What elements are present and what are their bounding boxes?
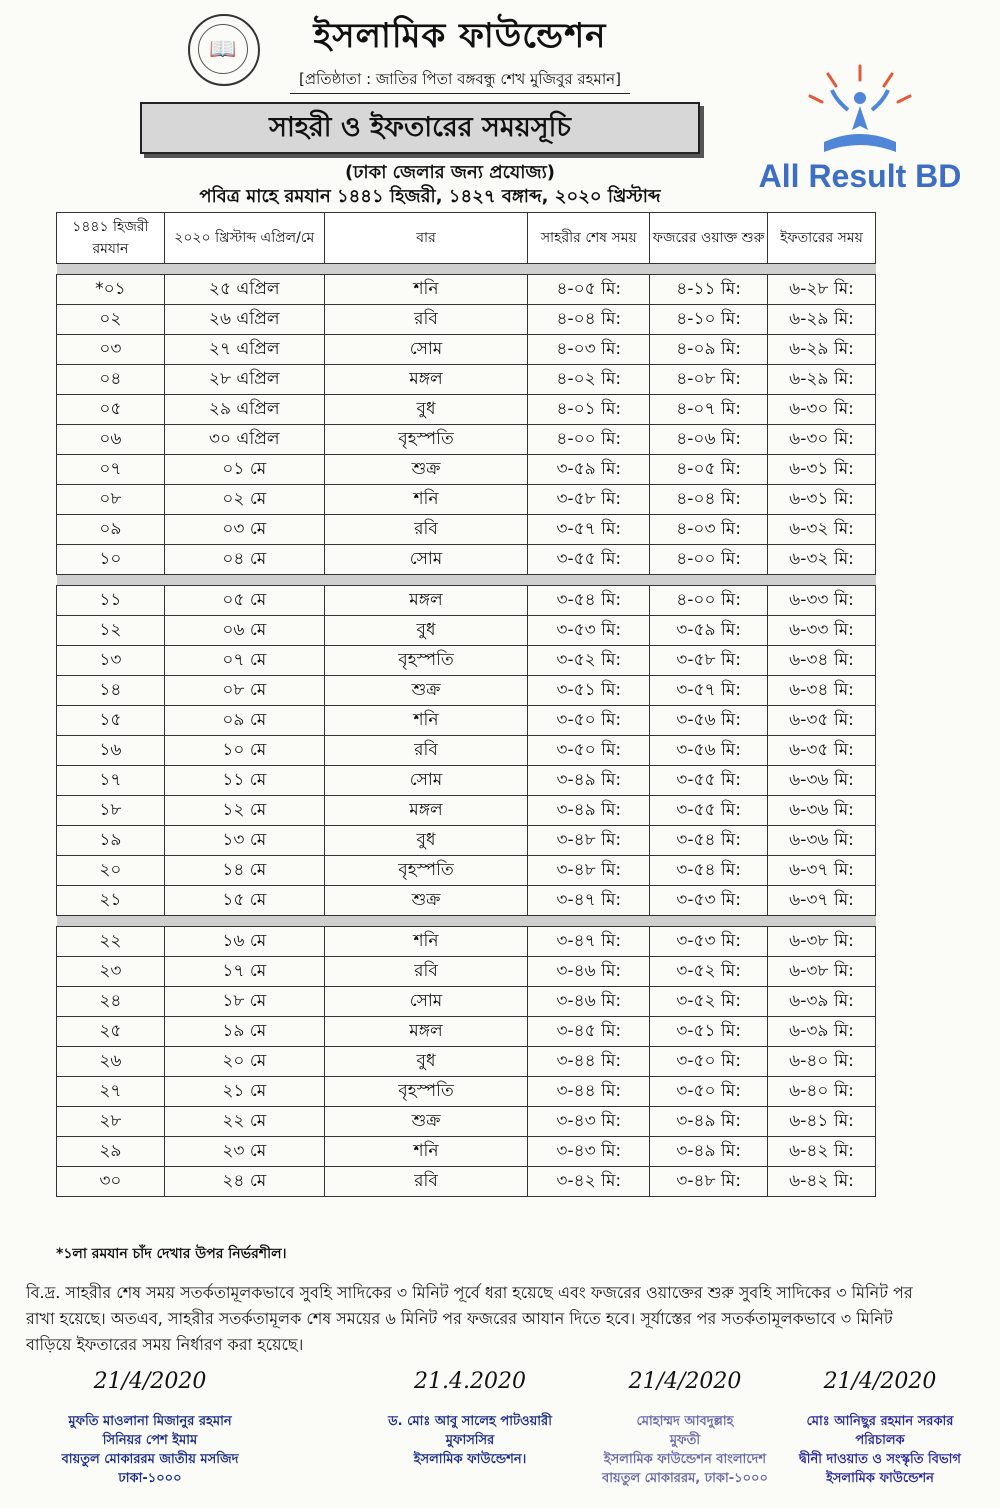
table-cell: ৩-৫১ মি: <box>528 676 650 706</box>
table-cell: ৪-০৭ মি: <box>650 395 768 425</box>
table-cell: ৬-৩৬ মি: <box>768 766 876 796</box>
table-cell: ৬-৩১ মি: <box>768 485 876 515</box>
table-cell: ০৮ মে <box>164 676 324 706</box>
table-cell: বুধ <box>324 616 528 646</box>
table-cell: ৩০ এপ্রিল <box>164 425 324 455</box>
signature-block-4 <box>770 1369 990 1488</box>
table-cell: ০২ <box>57 305 165 335</box>
table-cell: ৪-০০ মি: <box>528 425 650 455</box>
table-cell: ৩-৫৩ মি: <box>650 886 768 916</box>
table-cell: ৪-০৯ মি: <box>650 335 768 365</box>
signature-block-1 <box>40 1369 260 1488</box>
table-cell: ১৬ <box>57 736 165 766</box>
org-name: ইসলামিক ফাউন্ডেশন <box>313 16 607 56</box>
signatory-addr-4: ইসলামিক ফাউন্ডেশন <box>826 1471 934 1486</box>
table-cell: ৩-৫৯ মি: <box>528 455 650 485</box>
table-cell: ৬-৩২ মি: <box>768 515 876 545</box>
table-cell: মঙ্গল <box>324 365 528 395</box>
table-cell: ৪-০১ মি: <box>528 395 650 425</box>
table-cell: ২৯ <box>57 1137 165 1167</box>
table-row <box>57 957 876 987</box>
table-cell: শনি <box>324 927 528 957</box>
table-row <box>57 545 876 575</box>
table-cell: ৬-৩৬ মি: <box>768 826 876 856</box>
column-header: ফজরের ওয়াক্ত শুরু <box>650 213 768 264</box>
table-cell: ৬-৩০ মি: <box>768 425 876 455</box>
table-cell: ০৭ মে <box>164 646 324 676</box>
table-cell: ৩-৪২ মি: <box>528 1167 650 1197</box>
table-cell: ৪-১১ মি: <box>650 275 768 305</box>
signatory-name-4: মোঃ আনিছুর রহমান সরকার <box>806 1414 954 1429</box>
signature-3: 21/4/2020 <box>628 1369 742 1394</box>
table-cell: ৪-০৪ মি: <box>650 485 768 515</box>
table-cell: ৩-৫৮ মি: <box>650 646 768 676</box>
table-cell: ৬-৩৮ মি: <box>768 957 876 987</box>
table-cell: ২১ মে <box>164 1077 324 1107</box>
signatory-org-3: ইসলামিক ফাউন্ডেশন বাংলাদেশ <box>603 1452 767 1467</box>
table-cell: শনি <box>324 706 528 736</box>
table-cell: ৪-০২ মি: <box>528 365 650 395</box>
column-header: সাহরীর শেষ সময় <box>528 213 650 264</box>
founder-line: [প্রতিষ্ঠাতা : জাতির পিতা বঙ্গবন্ধু শেখ মুজিবুর রহমান] <box>290 68 630 94</box>
table-row <box>57 886 876 916</box>
table-cell: ০৪ <box>57 365 165 395</box>
table-cell: ৩-৫৬ মি: <box>650 736 768 766</box>
schedule-table <box>56 212 876 1197</box>
table-cell: ৩-৫১ মি: <box>650 1017 768 1047</box>
table-cell: ৬-৪২ মি: <box>768 1137 876 1167</box>
book-icon: 📖 <box>198 24 248 74</box>
table-cell: ২২ <box>57 927 165 957</box>
table-cell: ৪-০৮ মি: <box>650 365 768 395</box>
table-cell: শুক্র <box>324 676 528 706</box>
table-row <box>57 425 876 455</box>
table-cell: ২৪ মে <box>164 1167 324 1197</box>
table-cell: ১৫ <box>57 706 165 736</box>
table-cell: ৩-৫০ মি: <box>650 1077 768 1107</box>
table-cell: শুক্র <box>324 455 528 485</box>
table-cell: ৩-৫০ মি: <box>528 706 650 736</box>
table-cell: ৬-৩১ মি: <box>768 455 876 485</box>
table-row <box>57 1047 876 1077</box>
table-cell: ৩-৪৬ মি: <box>528 987 650 1017</box>
table-cell: সোম <box>324 335 528 365</box>
table-cell: ০৬ মে <box>164 616 324 646</box>
column-header: ইফতারের সময় <box>768 213 876 264</box>
table-cell: ১৮ মে <box>164 987 324 1017</box>
table-row <box>57 796 876 826</box>
table-header-row <box>57 213 876 264</box>
table-row <box>57 586 876 616</box>
table-cell: ৪-০০ মি: <box>650 545 768 575</box>
table-cell: ৬-৩৩ মি: <box>768 586 876 616</box>
table-cell: ১৩ মে <box>164 826 324 856</box>
signatory-org-2: ইসলামিক ফাউন্ডেশন। <box>413 1452 527 1467</box>
signature-2: 21.4.2020 <box>414 1369 526 1394</box>
signature-block-2 <box>360 1369 580 1469</box>
watermark-text: All Result BD <box>758 158 962 194</box>
signatory-name-1: মুফতি মাওলানা মিজানুর রহমান <box>68 1414 232 1429</box>
table-cell: ২৬ <box>57 1047 165 1077</box>
table-cell: ১৫ মে <box>164 886 324 916</box>
table-row <box>57 987 876 1017</box>
table-row <box>57 736 876 766</box>
table-cell: ১০ মে <box>164 736 324 766</box>
section-divider <box>57 916 876 927</box>
signature-block-3 <box>590 1369 780 1488</box>
foundation-logo <box>188 14 260 86</box>
column-header: বার <box>324 213 528 264</box>
table-cell: শুক্র <box>324 886 528 916</box>
table-cell: ৩-৫৯ মি: <box>650 616 768 646</box>
table-row <box>57 1017 876 1047</box>
table-cell: বুধ <box>324 395 528 425</box>
table-cell: ০৫ <box>57 395 165 425</box>
table-cell: ০৪ মে <box>164 545 324 575</box>
table-cell: ১৩ <box>57 646 165 676</box>
table-cell: ৬-২৯ মি: <box>768 305 876 335</box>
table-cell: ৪-১০ মি: <box>650 305 768 335</box>
table-cell: ৪-০৪ মি: <box>528 305 650 335</box>
table-cell: ১২ <box>57 616 165 646</box>
table-cell: ৩-৫৫ মি: <box>650 766 768 796</box>
table-row <box>57 305 876 335</box>
table-cell: ০৩ মে <box>164 515 324 545</box>
table-row <box>57 1137 876 1167</box>
table-cell: ৩০ <box>57 1167 165 1197</box>
table-row <box>57 1077 876 1107</box>
watermark-logo <box>740 60 980 200</box>
table-cell: ৪-০৫ মি: <box>650 455 768 485</box>
table-cell: ৩-৪৮ মি: <box>528 826 650 856</box>
table-cell: বৃহস্পতি <box>324 425 528 455</box>
table-cell: ৬-৩৭ মি: <box>768 886 876 916</box>
table-body <box>57 264 876 1197</box>
section-divider <box>57 575 876 586</box>
table-row <box>57 927 876 957</box>
table-cell: ৬-৩৬ মি: <box>768 796 876 826</box>
table-cell: ০৯ মে <box>164 706 324 736</box>
signatory-name-3: মোহাম্মদ আবদুল্লাহ <box>636 1414 734 1429</box>
table-row <box>57 335 876 365</box>
table-cell: ৩-৫৮ মি: <box>528 485 650 515</box>
table-cell: রবি <box>324 736 528 766</box>
table-cell: সোম <box>324 987 528 1017</box>
table-cell: ২০ মে <box>164 1047 324 1077</box>
table-cell: ২৩ <box>57 957 165 987</box>
table-cell: ৩-৪৯ মি: <box>650 1107 768 1137</box>
table-row <box>57 676 876 706</box>
signatory-title-4: পরিচালক <box>855 1433 905 1448</box>
footnote: *১লা রমযান চাঁদ দেখার উপর নির্ভরশীল। <box>56 1246 287 1262</box>
table-cell: ১৯ মে <box>164 1017 324 1047</box>
table-cell: ২৪ <box>57 987 165 1017</box>
table-cell: ৬-৪১ মি: <box>768 1107 876 1137</box>
table-row <box>57 616 876 646</box>
table-cell: শনি <box>324 275 528 305</box>
table-cell: ৪-০০ মি: <box>650 586 768 616</box>
table-cell: ২৫ <box>57 1017 165 1047</box>
table-cell: বুধ <box>324 826 528 856</box>
table-cell: ০৫ মে <box>164 586 324 616</box>
table-row <box>57 485 876 515</box>
signatory-addr-3: বায়তুল মোকাররম, ঢাকা-১০০০ <box>602 1471 768 1486</box>
table-row <box>57 1107 876 1137</box>
table-row <box>57 826 876 856</box>
table-row <box>57 515 876 545</box>
signatory-name-2: ড. মোঃ আবু সালেহ পাটওয়ারী <box>388 1414 552 1429</box>
table-cell: ৬-৩৫ মি: <box>768 706 876 736</box>
table-row <box>57 365 876 395</box>
table-cell: *০১ <box>57 275 165 305</box>
table-cell: ০১ মে <box>164 455 324 485</box>
reader-icon <box>740 60 980 170</box>
table-cell: ২৩ মে <box>164 1137 324 1167</box>
table-cell: ০৯ <box>57 515 165 545</box>
table-cell: ৩-৫০ মি: <box>650 1047 768 1077</box>
table-cell: ৪-০৫ মি: <box>528 275 650 305</box>
table-cell: ৩-৪৯ মি: <box>650 1137 768 1167</box>
table-cell: ৬-৩৫ মি: <box>768 736 876 766</box>
table-cell: বৃহস্পতি <box>324 1077 528 1107</box>
table-cell: ৬-৩৯ মি: <box>768 987 876 1017</box>
table-cell: ১৭ <box>57 766 165 796</box>
table-cell: ৩-৪৪ মি: <box>528 1077 650 1107</box>
table-cell: ১৭ মে <box>164 957 324 987</box>
signatory-title-2: মুফাসসির <box>445 1433 495 1448</box>
table-cell: ০৩ <box>57 335 165 365</box>
table-cell: ২৫ এপ্রিল <box>164 275 324 305</box>
table-cell: ৩-৫৩ মি: <box>650 927 768 957</box>
table-cell: ৩-৫৪ মি: <box>650 856 768 886</box>
table-row <box>57 706 876 736</box>
table-cell: ১১ <box>57 586 165 616</box>
table-cell: শনি <box>324 1137 528 1167</box>
table-cell: ১২ মে <box>164 796 324 826</box>
table-cell: ৩-৫৪ মি: <box>528 586 650 616</box>
table-row <box>57 455 876 485</box>
table-cell: ১৮ <box>57 796 165 826</box>
table-cell: ৪-০৬ মি: <box>650 425 768 455</box>
table-cell: ৩-৪৯ মি: <box>528 766 650 796</box>
table-cell: মঙ্গল <box>324 1017 528 1047</box>
table-cell: ৬-৩০ মি: <box>768 395 876 425</box>
table-cell: ৩-৪৪ মি: <box>528 1047 650 1077</box>
table-cell: শনি <box>324 485 528 515</box>
table-cell: ২৭ <box>57 1077 165 1107</box>
page-title: সাহরী ও ইফতারের সময়সূচি <box>140 102 700 154</box>
table-cell: ৩-৪৮ মি: <box>528 856 650 886</box>
table-cell: ৬-৪২ মি: <box>768 1167 876 1197</box>
table-cell: ২৬ এপ্রিল <box>164 305 324 335</box>
table-cell: ৬-৩৩ মি: <box>768 616 876 646</box>
subtitle: (ঢাকা জেলার জন্য প্রযোজ্য) <box>344 162 556 183</box>
table-cell: মঙ্গল <box>324 796 528 826</box>
table-cell: ৬-৩৭ মি: <box>768 856 876 886</box>
table-cell: ৩-৫৫ মি: <box>650 796 768 826</box>
table-cell: শুক্র <box>324 1107 528 1137</box>
signatory-org-4: দ্বীনী দাওয়াত ও সংস্কৃতি বিভাগ <box>799 1452 961 1467</box>
table-cell: ৬-৩৪ মি: <box>768 676 876 706</box>
table-cell: ৬-৩৮ মি: <box>768 927 876 957</box>
signature-1: 21/4/2020 <box>93 1369 207 1394</box>
column-header: ১৪৪১ হিজরী রমযান <box>57 213 165 264</box>
table-cell: ০৬ <box>57 425 165 455</box>
table-row <box>57 856 876 886</box>
table-cell: ৩-৪৮ মি: <box>650 1167 768 1197</box>
table-cell: ১৪ মে <box>164 856 324 886</box>
table-cell: রবি <box>324 305 528 335</box>
table-cell: ৩-৫৭ মি: <box>528 515 650 545</box>
table-cell: ২০ <box>57 856 165 886</box>
table-cell: ২৮ এপ্রিল <box>164 365 324 395</box>
table-row <box>57 275 876 305</box>
table-row <box>57 395 876 425</box>
table-cell: ৬-৩৯ মি: <box>768 1017 876 1047</box>
table-cell: ৩-৫৩ মি: <box>528 616 650 646</box>
table-cell: ১৪ <box>57 676 165 706</box>
table-cell: ৬-২৯ মি: <box>768 335 876 365</box>
signatory-addr-1: ঢাকা-১০০০ <box>118 1471 182 1486</box>
table-cell: সোম <box>324 766 528 796</box>
table-cell: ৬-২৮ মি: <box>768 275 876 305</box>
table-row <box>57 766 876 796</box>
table-cell: বৃহস্পতি <box>324 646 528 676</box>
table-cell: রবি <box>324 515 528 545</box>
table-cell: ৩-৪৩ মি: <box>528 1137 650 1167</box>
table-cell: ৩-৫২ মি: <box>528 646 650 676</box>
table-cell: ৩-৫৬ মি: <box>650 706 768 736</box>
table-cell: ৩-৫০ মি: <box>528 736 650 766</box>
table-cell: ০২ মে <box>164 485 324 515</box>
table-cell: ২৭ এপ্রিল <box>164 335 324 365</box>
table-row <box>57 1167 876 1197</box>
table-cell: ৬-৪০ মি: <box>768 1047 876 1077</box>
table-cell: ২২ মে <box>164 1107 324 1137</box>
subtitle-year: পবিত্র মাহে রমযান ১৪৪১ হিজরী, ১৪২৭ বঙ্গাব্দ, ২০২০ খ্রিস্টাব্দ <box>199 186 661 207</box>
table-cell: ৬-৪০ মি: <box>768 1077 876 1107</box>
signature-4: 21/4/2020 <box>823 1369 937 1394</box>
table-cell: ৬-৩২ মি: <box>768 545 876 575</box>
table-cell: ৩-৫২ মি: <box>650 957 768 987</box>
remark-paragraph: বি.দ্র. সাহরীর শেষ সময় সতর্কতামূলকভাবে সুবহি সাদিকের ৩ মিনিট পূর্বে ধরা হয়েছে এবং ফজরের ওয়াক্তের শুরু সুবহি সাদিকের ৩ মিনিট পর রাখা হয়েছে। অতএব, সাহরীর সতর্কতামূলক শেষ সময়ের ৬ মিনিট পর ফজরের আযান দিতে হবে। সূর্যাস্তের পর সতর্কতামূলকভাবে ৩ মিনিট বাড়িয়ে ইফতারের সময় নির্ধারণ করা হয়েছে। <box>26 1283 913 1354</box>
column-header: ২০২০ খ্রিস্টাব্দ এপ্রিল/মে <box>164 213 324 264</box>
table-cell: ১৯ <box>57 826 165 856</box>
table-row <box>57 646 876 676</box>
table-cell: ৩-৫৪ মি: <box>650 826 768 856</box>
table-cell: ০৭ <box>57 455 165 485</box>
table-cell: ৩-৪৩ মি: <box>528 1107 650 1137</box>
table-cell: বুধ <box>324 1047 528 1077</box>
table-cell: রবি <box>324 1167 528 1197</box>
table-cell: ৩-৫৭ মি: <box>650 676 768 706</box>
signatory-title-1: সিনিয়র পেশ ইমাম <box>102 1433 198 1448</box>
table-cell: ১১ মে <box>164 766 324 796</box>
table-cell: ২১ <box>57 886 165 916</box>
signatory-org-1: বায়তুল মোকাররম জাতীয় মসজিদ <box>61 1452 239 1467</box>
table-cell: ০৮ <box>57 485 165 515</box>
table-cell: ৬-২৯ মি: <box>768 365 876 395</box>
table-cell: ৩-৫৫ মি: <box>528 545 650 575</box>
table-cell: ২৯ এপ্রিল <box>164 395 324 425</box>
table-cell: রবি <box>324 957 528 987</box>
table-cell: ৩-৪৭ মি: <box>528 927 650 957</box>
table-cell: বৃহস্পতি <box>324 856 528 886</box>
section-divider <box>57 264 876 275</box>
table-cell: ৪-০৩ মি: <box>650 515 768 545</box>
table-cell: ১৬ মে <box>164 927 324 957</box>
table-cell: ৪-০৩ মি: <box>528 335 650 365</box>
table-cell: ৩-৪৫ মি: <box>528 1017 650 1047</box>
table-cell: মঙ্গল <box>324 586 528 616</box>
table-cell: ৬-৩৪ মি: <box>768 646 876 676</box>
table-cell: সোম <box>324 545 528 575</box>
table-cell: ২৮ <box>57 1107 165 1137</box>
table-cell: ১০ <box>57 545 165 575</box>
table-cell: ৩-৪৯ মি: <box>528 796 650 826</box>
table-cell: ৩-৪৬ মি: <box>528 957 650 987</box>
table-cell: ৩-৫২ মি: <box>650 987 768 1017</box>
signatory-title-3: মুফতী <box>669 1433 701 1448</box>
table-cell: ৩-৪৭ মি: <box>528 886 650 916</box>
